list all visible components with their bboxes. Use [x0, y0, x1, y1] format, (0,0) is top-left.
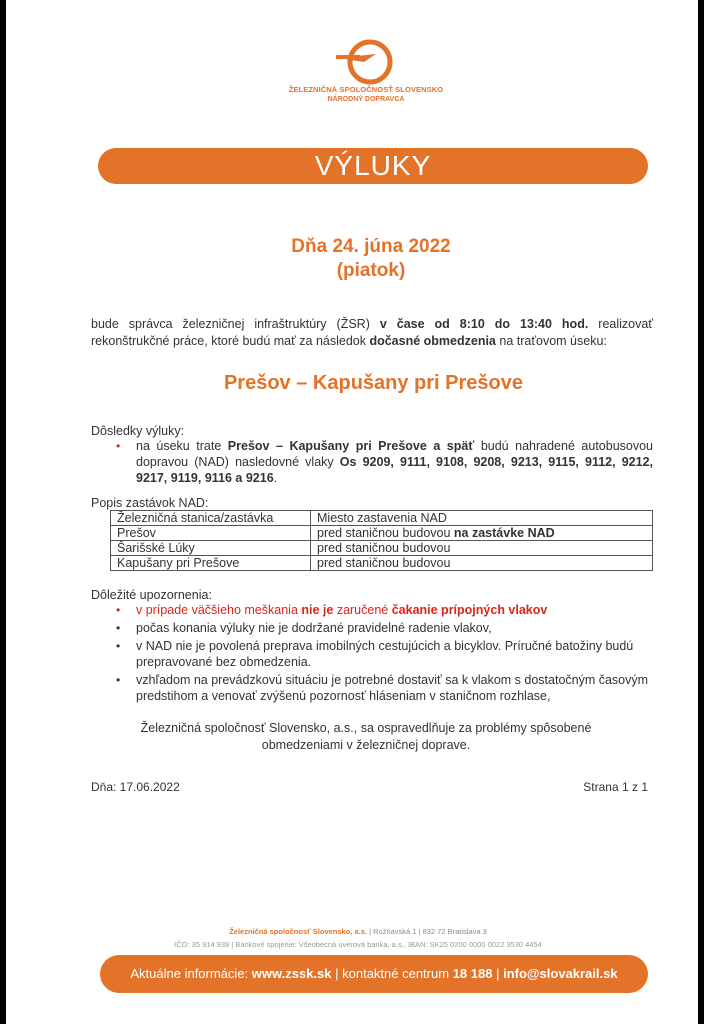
- table-cell: pred staničnou budovou: [311, 556, 653, 571]
- phone-number[interactable]: 18 188: [452, 966, 493, 981]
- table-cell: Šarišské Lúky: [111, 541, 311, 556]
- table-row: [111, 526, 653, 541]
- route-title: Prešov – Kapušany pri Prešove: [223, 372, 524, 394]
- table-header-row: [111, 511, 653, 526]
- table-header-cell: Miesto zastavenia NAD: [311, 511, 653, 526]
- consequences-list: [112, 438, 653, 488]
- title-banner: VÝLUKY: [98, 148, 648, 184]
- notices-heading: Dôležité upozornenia:: [91, 588, 212, 602]
- document-page: [6, 0, 698, 1024]
- list-item: • v NAD nie je povolená preprava imobilných cestujúcich a bicyklov. Príručné batožiny budú prepravované bez obmedzenia.: [116, 639, 634, 669]
- time-range: v čase od 8:10 do 13:40 hod.: [379, 317, 589, 331]
- apology-text: Železničná spoločnosť Slovensko, a.s., sa ospravedlňuje za problémy spôsobené obmedzeniami v železničnej doprave.: [140, 721, 592, 752]
- list-item: • v prípade väčšieho meškania nie je zaručené čakanie prípojných vlakov: [116, 603, 548, 617]
- bullet-icon: •: [116, 439, 121, 453]
- intro-paragraph: bude správca železničnej infraštruktúry (ŽSR) v čase od 8:10 do 13:40 hod. realizovať rekonštrukčné práce, ktoré budú mať za následok dočasné obmedzenia na traťovom úseku:: [91, 317, 653, 348]
- email-link[interactable]: info@slovakrail.sk: [503, 966, 618, 981]
- bullet-icon: •: [116, 603, 121, 617]
- bullet-icon: •: [116, 639, 121, 653]
- contact-banner: Aktuálne informácie: www.zssk.sk | kontaktné centrum 18 188 | info@slovakrail.sk: [100, 955, 648, 993]
- table-cell: Kapušany pri Prešove: [111, 556, 311, 571]
- train-numbers: Os 9209, 9111, 9108, 9208, 9213, 9115, 9112, 9212, 9217, 9119, 9116 a 9216: [136, 455, 654, 485]
- bullet-icon: •: [116, 673, 121, 687]
- list-item: • na úseku trate Prešov – Kapušany pri Prešove a späť budú nahradené autobusovou dopravou (NAD) nasledovné vlaky Os 9209, 9111, 9108, 9208, 9213, 9115, 9112, 9212, 9217, 9119, 9116 a 9216.: [116, 439, 654, 485]
- company-bank-info: IČO: 35 914 939 | Bankové spojenie: Všeobecná úverová banka, a.s., IBAN: SK25 0200 0000 0022 3530 4454: [174, 940, 542, 949]
- list-item: • vzhľadom na prevádzkovú situáciu je potrebné dostaviť sa k vlakom s dostatočným časovým predstihom a venovať zvýšenú pozornosť hláseniam v staničnom rozhlase,: [116, 673, 649, 703]
- logo-text-subtitle: NÁRODNÝ DOPRAVCA: [327, 96, 405, 103]
- issue-date: Dňa: 17.06.2022: [91, 780, 180, 794]
- table-row: [111, 556, 653, 571]
- stops-table: [110, 510, 653, 571]
- table-cell: Prešov: [111, 526, 311, 541]
- table-header-cell: Železničná stanica/zastávka: [111, 511, 311, 526]
- table-cell: pred staničnou budovou: [311, 541, 653, 556]
- table-row: [111, 541, 653, 556]
- bullet-icon: •: [116, 621, 121, 635]
- website-link[interactable]: www.zssk.sk: [251, 966, 332, 981]
- zssk-logo-icon: [336, 38, 396, 86]
- table-cell: pred staničnou budovou na zastávke NAD: [311, 526, 653, 541]
- stops-heading: Popis zastávok NAD:: [91, 496, 209, 510]
- consequences-heading: Dôsledky výluky:: [91, 424, 185, 438]
- notices-list: [112, 602, 653, 706]
- logo-text-company: ŽELEZNIČNÁ SPOLOČNOSŤ SLOVENSKO: [288, 85, 444, 94]
- page-number: Strana 1 z 1: [583, 780, 648, 794]
- list-item: • počas konania výluky nie je dodržané pravidelné radenie vlakov,: [116, 621, 492, 635]
- closure-weekday: (piatok): [336, 260, 406, 281]
- company-address: Železničná spoločnosť Slovensko, a.s. | Rožňavská 1 | 832 72 Bratislava 3: [229, 927, 487, 936]
- closure-date: Dňa 24. júna 2022: [291, 236, 451, 257]
